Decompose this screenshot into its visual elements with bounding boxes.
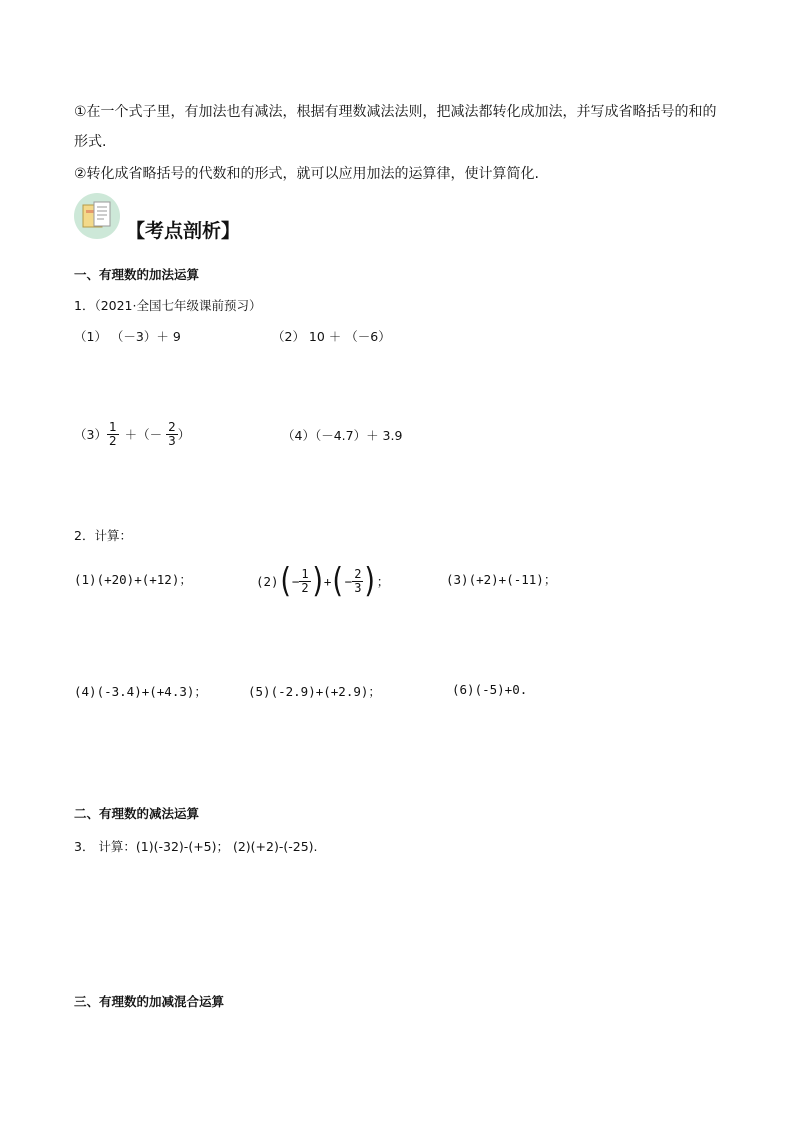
q2-b-minus-1: − bbox=[291, 573, 300, 589]
document-folder-icon bbox=[74, 193, 120, 239]
q2-b-prefix: (2) bbox=[256, 573, 279, 589]
q2-b-minus-2: − bbox=[344, 573, 353, 589]
q2-b-open-paren: ( bbox=[279, 561, 291, 601]
q2-e: (5)(-2.9)+(+2.9)； bbox=[248, 684, 381, 699]
section-header: 【考点剖析】 bbox=[126, 220, 241, 242]
q2-b-plus: + bbox=[323, 573, 332, 589]
q2-b-close-paren: ) bbox=[311, 561, 323, 601]
q2-c: (3)(+2)+(-11)； bbox=[446, 572, 557, 587]
part3-title: 三、有理数的加减混合运算 bbox=[74, 994, 225, 1009]
part2-title: 二、有理数的减法运算 bbox=[74, 806, 200, 821]
q1-c-suffix: ） bbox=[177, 427, 191, 442]
q3: 3． 计算：(1)(-32)-(+5)； (2)(+2)-(-25). bbox=[74, 839, 318, 854]
q1-a: （1） （－3）＋ 9 bbox=[74, 329, 181, 344]
q2-b-fraction-1: $\frac{1}{2}$ bbox=[301, 566, 309, 595]
q2-b bbox=[256, 561, 389, 601]
q1-b: （2） 10 ＋ （－6） bbox=[272, 329, 391, 344]
q1-d: （4）（－4.7）＋ 3.9 bbox=[282, 428, 403, 443]
q2-b-suffix: ； bbox=[376, 574, 390, 589]
q2-b-close-paren-2: ) bbox=[364, 561, 376, 601]
q2-f: (6)(-5)+0. bbox=[452, 682, 528, 697]
intro-line-1: ①在一个式子里，有加法也有减法，根据有理数减法法则，把减法都转化成加法，并写成省略括号的和的 bbox=[74, 104, 717, 120]
q1-stem: 1．（2021·全国七年级课前预习） bbox=[74, 298, 262, 313]
intro-line-1-cont: 形式. bbox=[74, 134, 107, 150]
q2-b-open-paren-2: ( bbox=[332, 561, 344, 601]
q2-b-fraction-2: $\frac{2}{3}$ bbox=[354, 566, 362, 595]
q1-c-mid: ＋（－ bbox=[124, 427, 163, 442]
q2-a: (1)(+20)+(+12)； bbox=[74, 572, 192, 587]
q1-c-fraction-1: $\frac{1}{2}$ bbox=[108, 419, 117, 448]
q2-d: (4)(-3.4)+(+4.3)； bbox=[74, 684, 207, 699]
q1-c-prefix: （3） bbox=[74, 427, 107, 442]
q1-c bbox=[74, 416, 190, 452]
part1-title: 一、有理数的加法运算 bbox=[74, 267, 200, 282]
q1-c-fraction-2: $\frac{2}{3}$ bbox=[168, 419, 176, 448]
q2-stem: 2．计算： bbox=[74, 528, 132, 543]
intro-line-2: ②转化成省略括号的代数和的形式，就可以应用加法的运算律，使计算简化. bbox=[74, 166, 539, 182]
